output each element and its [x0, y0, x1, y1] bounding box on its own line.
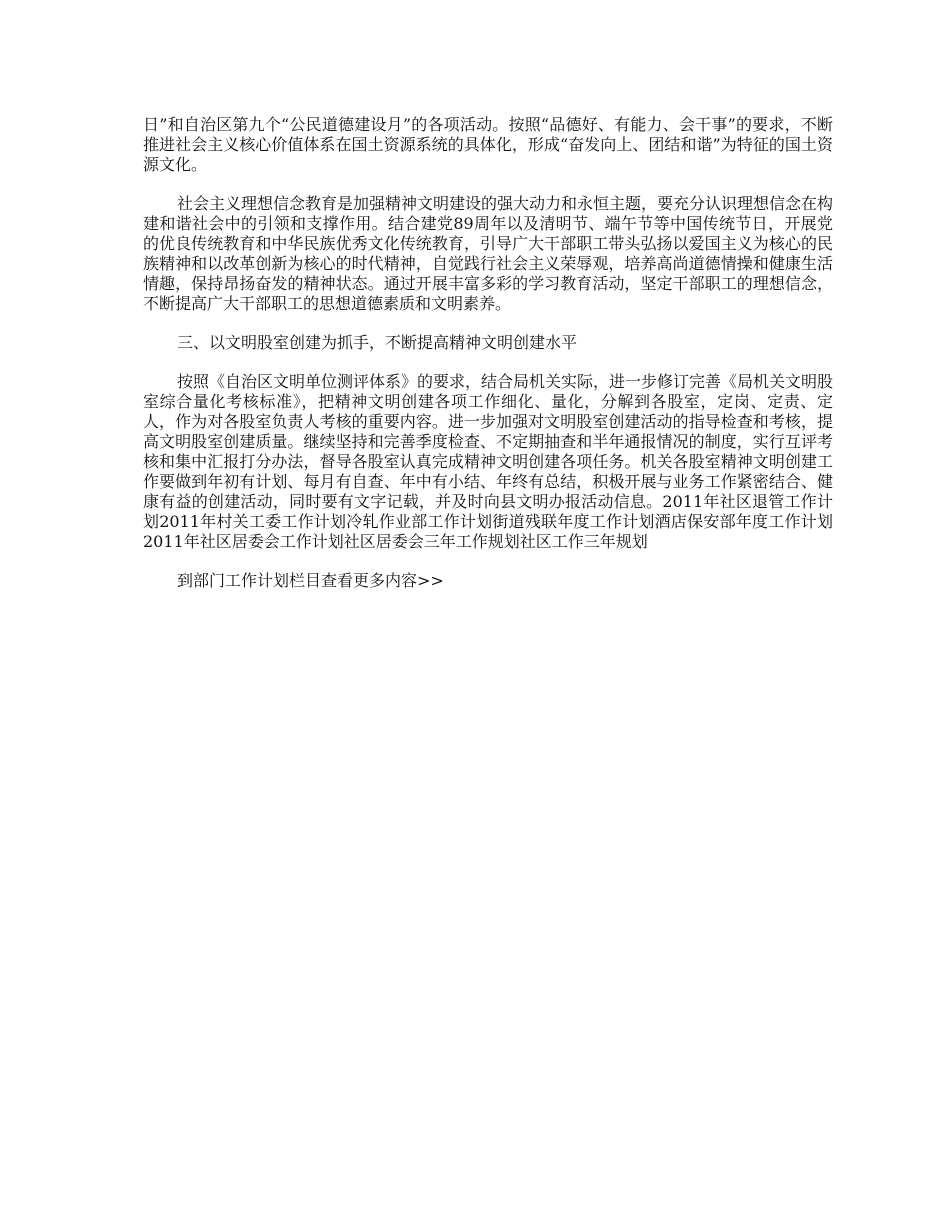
- section-paragraph: 按照《自治区文明单位测评体系》的要求，结合局机关实际，进一步修订完善《局机关文明股室综合量化考核标准》，把精神文明创建各项工作细化、量化，分解到各股室，定岗、定责、定人，作为对各股室负责人考核的重要内容。进一步加强对文明股室创建活动的指导检查和考核，提高文明股室创建质量。继续坚持和完善季度检查、不定期抽查和半年通报情况的制度，实行互评考核和集中汇报打分办法，督导各股室认真完成精神文明创建各项任务。机关各股室精神文明创建工作要做到年初有计划、每月有自查、年中有小结、年终有总结，积极开展与业务工作紧密结合、健康有益的创建活动，同时要有文字记载，并及时向县文明办报活动信息。2011年社区退管工作计划2011年村关工委工作计划冷轧作业部工作计划街道残联年度工作计划酒店保安部年度工作计划2011年社区居委会工作计划社区居委会三年工作规划社区工作三年规划: [143, 372, 834, 551]
- section-heading: 三、以文明股室创建为抓手，不断提高精神文明创建水平: [177, 333, 578, 352]
- more-content-link[interactable]: 到部门工作计划栏目查看更多内容>>: [177, 571, 444, 590]
- paragraph-1: 日”和自治区第九个“公民道德建设月”的各项活动。按照“品德好、有能力、会干事”的要求，不断推进社会主义核心价值体系在国土资源系统的具体化，形成“奋发向上、团结和谐”为特征的国土资源文化。: [143, 115, 833, 174]
- document-page: [143, 115, 833, 591]
- paragraph-2: 社会主义理想信念教育是加强精神文明建设的强大动力和永恒主题，要充分认识理想信念在构建和谐社会中的引领和支撑作用。结合建党89周年以及清明节、端午节等中国传统节日，开展党的优良传统教育和中华民族优秀文化传统教育，引导广大干部职工带头弘扬以爱国主义为核心的民族精神和以改革创新为核心的时代精神，自觉践行社会主义荣辱观，培养高尚道德情操和健康生活情趣，保持昂扬奋发的精神状态。通过开展丰富多彩的学习教育活动，坚定干部职工的理想信念，不断提高广大干部职工的思想道德素质和文明素养。: [143, 194, 834, 313]
